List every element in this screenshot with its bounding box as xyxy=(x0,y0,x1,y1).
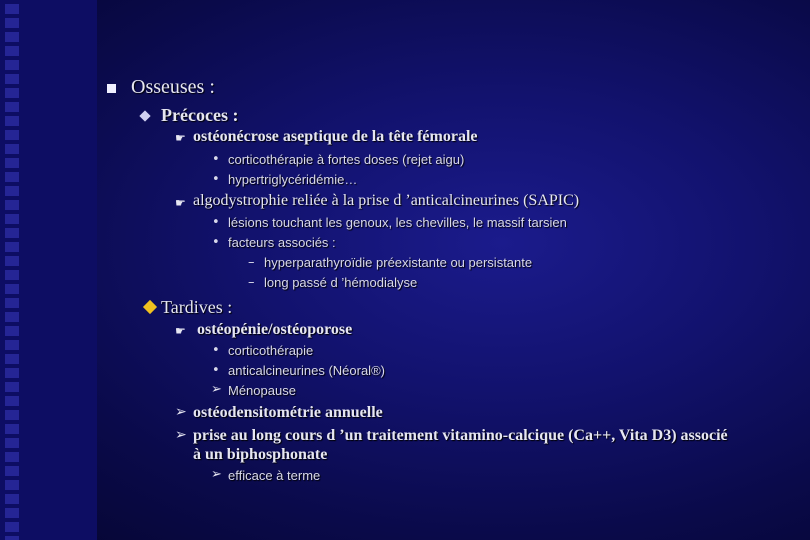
dash-icon: – xyxy=(248,255,255,270)
sub-sub-item: long passé d ’hémodialyse xyxy=(264,275,418,290)
square-bullet-icon xyxy=(107,84,116,93)
item-osteopenie: ostéopénie/ostéoporose xyxy=(197,321,353,338)
arrowhead-icon: ➢ xyxy=(211,467,222,482)
pointing-hand-icon: ☛ xyxy=(175,196,186,210)
diamond-icon xyxy=(139,110,150,121)
sub-sub-item: hyperparathyroïdie préexistante ou persistante xyxy=(264,255,533,270)
bullet-dot-icon: • xyxy=(212,215,220,230)
bullet-dot-icon: • xyxy=(212,363,220,378)
bullet-dot-icon: • xyxy=(212,343,220,358)
bullet-dot-icon: • xyxy=(212,172,220,187)
final-item: efficace à terme xyxy=(228,468,321,483)
sub-item: facteurs associés : xyxy=(228,235,336,250)
bullet-dot-icon: • xyxy=(212,235,220,250)
item-osteonecrose: ostéonécrose aseptique de la tête fémorale xyxy=(193,128,478,145)
bullet-dot-icon: • xyxy=(212,152,220,167)
item-prise-traitement: prise au long cours d ’un traitement vitamino-calcique (Ca++, Vita D3) associé xyxy=(193,427,728,444)
item-prise-traitement-cont: à un biphosphonate xyxy=(193,446,328,463)
arrowhead-icon: ➢ xyxy=(175,404,187,420)
arrowhead-icon: ➢ xyxy=(211,382,222,397)
sub-item: lésions touchant les genoux, les chevilles, le massif tarsien xyxy=(228,215,567,230)
heading-tardives: Tardives : xyxy=(161,297,233,317)
dash-icon: – xyxy=(248,275,255,290)
sub-item: hypertriglycéridémie… xyxy=(228,172,358,187)
side-decoration-squares xyxy=(2,0,22,540)
heading-osseuses: Osseuses : xyxy=(131,76,215,98)
diamond-icon xyxy=(143,300,157,314)
sub-item-menopause: Ménopause xyxy=(228,383,296,398)
item-osteodensitometrie: ostéodensitométrie annuelle xyxy=(193,404,383,421)
heading-precoces: Précoces : xyxy=(161,105,239,125)
sub-item: corticothérapie à fortes doses (rejet aigu) xyxy=(228,152,465,167)
sub-item: anticalcineurines (Néoral®) xyxy=(228,363,385,378)
item-algodystrophie: algodystrophie reliée à la prise d ’anticalcineurines (SAPIC) xyxy=(193,192,580,209)
arrowhead-icon: ➢ xyxy=(175,427,187,443)
pointing-hand-icon: ☛ xyxy=(175,131,186,145)
sub-item: corticothérapie xyxy=(228,343,314,358)
pointing-hand-icon: ☛ xyxy=(175,324,186,338)
